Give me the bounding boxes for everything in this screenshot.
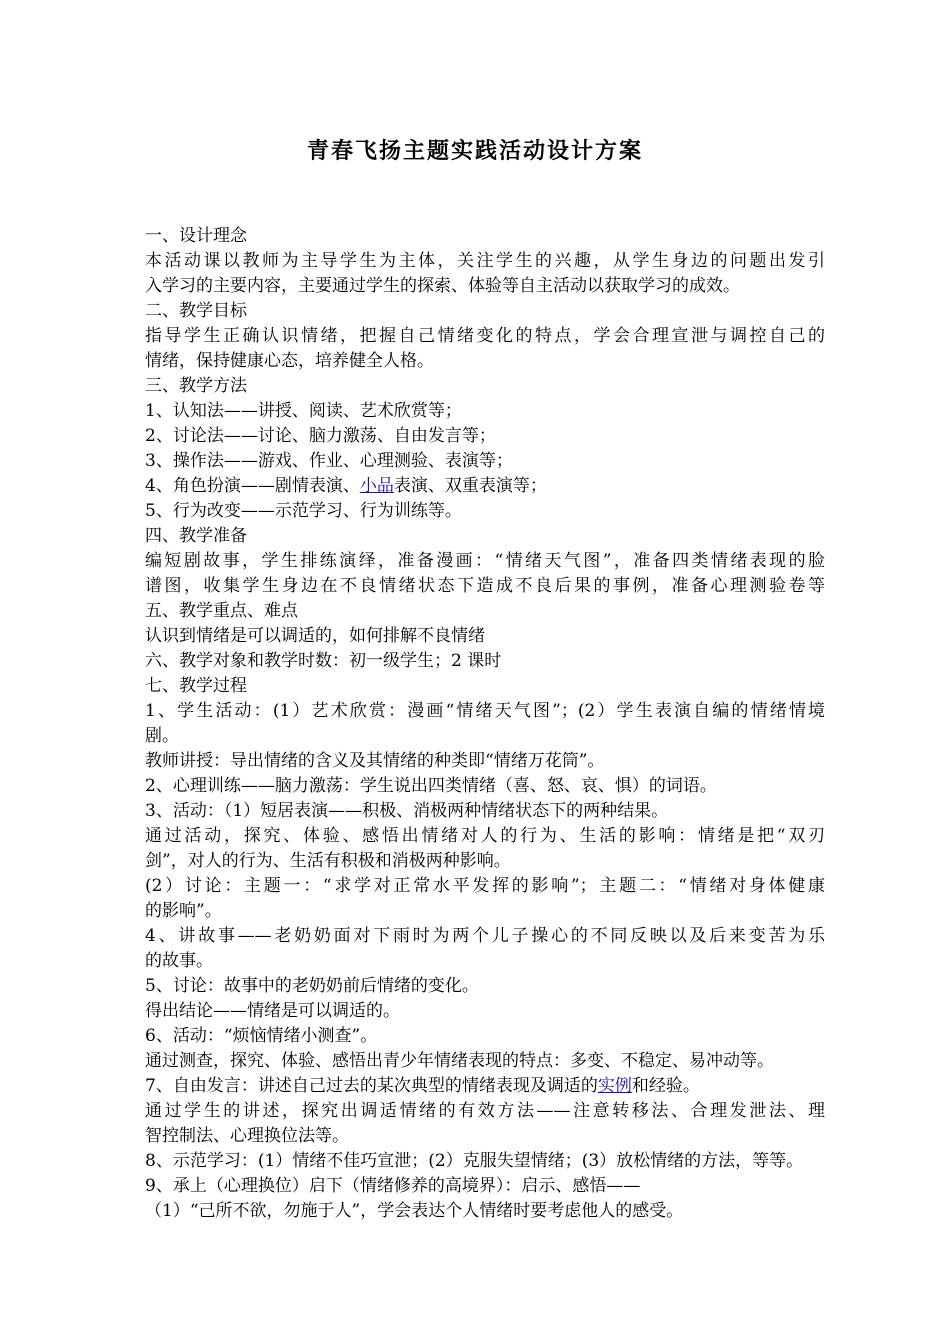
example-link[interactable]: 实例 [597, 1076, 632, 1096]
paragraph-line: 4、讲故事——老奶奶面对下雨时为两个儿子操心的不同反映以及后来变苦为乐 [145, 926, 825, 946]
list-item-text: 表演、双重表演等； [393, 476, 547, 496]
heading-teaching-goals: 二、教学目标 [145, 301, 247, 321]
paragraph-line: 2、心理训练——脑力激荡：学生说出四类情绪（喜、怒、哀、惧）的词语。 [145, 776, 717, 796]
paragraph-line: 本活动课以教师为主导学生为主体，关注学生的兴趣，从学生身边的问题出发引 [145, 251, 825, 271]
list-item: 1、认知法——讲授、阅读、艺术欣赏等； [145, 401, 462, 421]
heading-key-points: 五、教学重点、难点 [145, 601, 298, 621]
paragraph-line: 1、学生活动：(1）艺术欣赏：漫画“情绪天气图”；(2）学生表演自编的情绪情境 [145, 701, 825, 721]
paragraph-line: 的故事。 [145, 951, 213, 971]
paragraph-line: 8、示范学习：(1）情绪不佳巧宣泄；(2）克服失望情绪；(3）放松情绪的方法，等等。 [145, 1151, 804, 1171]
paragraph-text: 和经验。 [631, 1076, 700, 1096]
heading-teaching-methods: 三、教学方法 [145, 376, 247, 396]
list-item-text: 4、角色扮演——剧情表演、 [145, 476, 360, 496]
paragraph-line: 认识到情绪是可以调适的，如何排解不良情绪 [145, 626, 485, 646]
paragraph-line: 入学习的主要内容，主要通过学生的探索、体验等自主活动以获取学习的成效。 [145, 276, 740, 296]
paragraph-line: 剧。 [145, 726, 179, 746]
paragraph-line: 得出结论——情绪是可以调适的。 [145, 1001, 400, 1021]
paragraph-line: 教师讲授：导出情绪的含义及其情绪的种类即“情绪万花筒”。 [145, 751, 605, 771]
paragraph-line: 情绪，保持健康心态，培养健全人格。 [145, 351, 434, 371]
paragraph-line [145, 1074, 825, 1099]
paragraph-line: 谱图，收集学生身边在不良情绪状态下造成不良后果的事例，准备心理测验卷等 [145, 576, 825, 596]
paragraph-text: 7、自由发言：讲述自己过去的某次典型的情绪表现及调适的 [145, 1076, 598, 1096]
list-item [145, 474, 825, 499]
document-title: 青春飞扬主题实践活动设计方案 [306, 138, 643, 164]
paragraph-line: （1）“己所不欲，勿施于人”，学会表达个人情绪时要考虑他人的感受。 [145, 1201, 684, 1221]
paragraph-line: 6、活动：“烦恼情绪小测查”。 [145, 1026, 378, 1046]
paragraph-line: 智控制法、心理换位法等。 [145, 1126, 349, 1146]
heading-design-concept: 一、设计理念 [145, 226, 247, 246]
list-item: 3、操作法——游戏、作业、心理测验、表演等； [145, 451, 513, 471]
skit-link[interactable]: 小品 [359, 476, 394, 496]
heading-teaching-process: 七、教学过程 [145, 676, 247, 696]
paragraph-line: 指导学生正确认识情绪，把握自己情绪变化的特点，学会合理宣泄与调控自己的 [145, 326, 825, 346]
paragraph-line: 5、讨论：故事中的老奶奶前后情绪的变化。 [145, 976, 479, 996]
paragraph-line: (2）讨论：主题一：“求学对正常水平发挥的影响”；主题二：“情绪对身体健康 [145, 876, 825, 896]
heading-teaching-preparation: 四、教学准备 [145, 526, 247, 546]
paragraph-line: 3、活动：（1）短居表演——积极、消极两种情绪状态下的两种结果。 [145, 801, 669, 821]
paragraph-line: 编短剧故事，学生排练演绎，准备漫画：“情绪天气图”，准备四类情绪表现的脸 [145, 551, 825, 571]
paragraph-line: 的影响”。 [145, 901, 222, 921]
paragraph-line: 通过学生的讲述，探究出调适情绪的有效方法——注意转移法、合理发泄法、理 [145, 1101, 825, 1121]
document-body [145, 224, 825, 1224]
paragraph-line: 通过测查，探究、体验、感悟出青少年情绪表现的特点：多变、不稳定、易冲动等。 [145, 1051, 774, 1071]
list-item: 2、讨论法——讨论、脑力激荡、自由发言等； [145, 426, 496, 446]
paragraph-line: 剑”，对人的行为、生活有积极和消极两种影响。 [145, 851, 511, 871]
heading-teaching-target: 六、教学对象和教学时数：初一级学生；2 课时 [145, 651, 502, 671]
list-item: 5、行为改变——示范学习、行为训练等。 [145, 501, 462, 521]
paragraph-line: 通过活动，探究、体验、感悟出情绪对人的行为、生活的影响：情绪是把“双刃 [145, 826, 825, 846]
paragraph-line: 9、承上（心理换位）启下（情绪修养的高境界）：启示、感悟—— [145, 1176, 641, 1196]
